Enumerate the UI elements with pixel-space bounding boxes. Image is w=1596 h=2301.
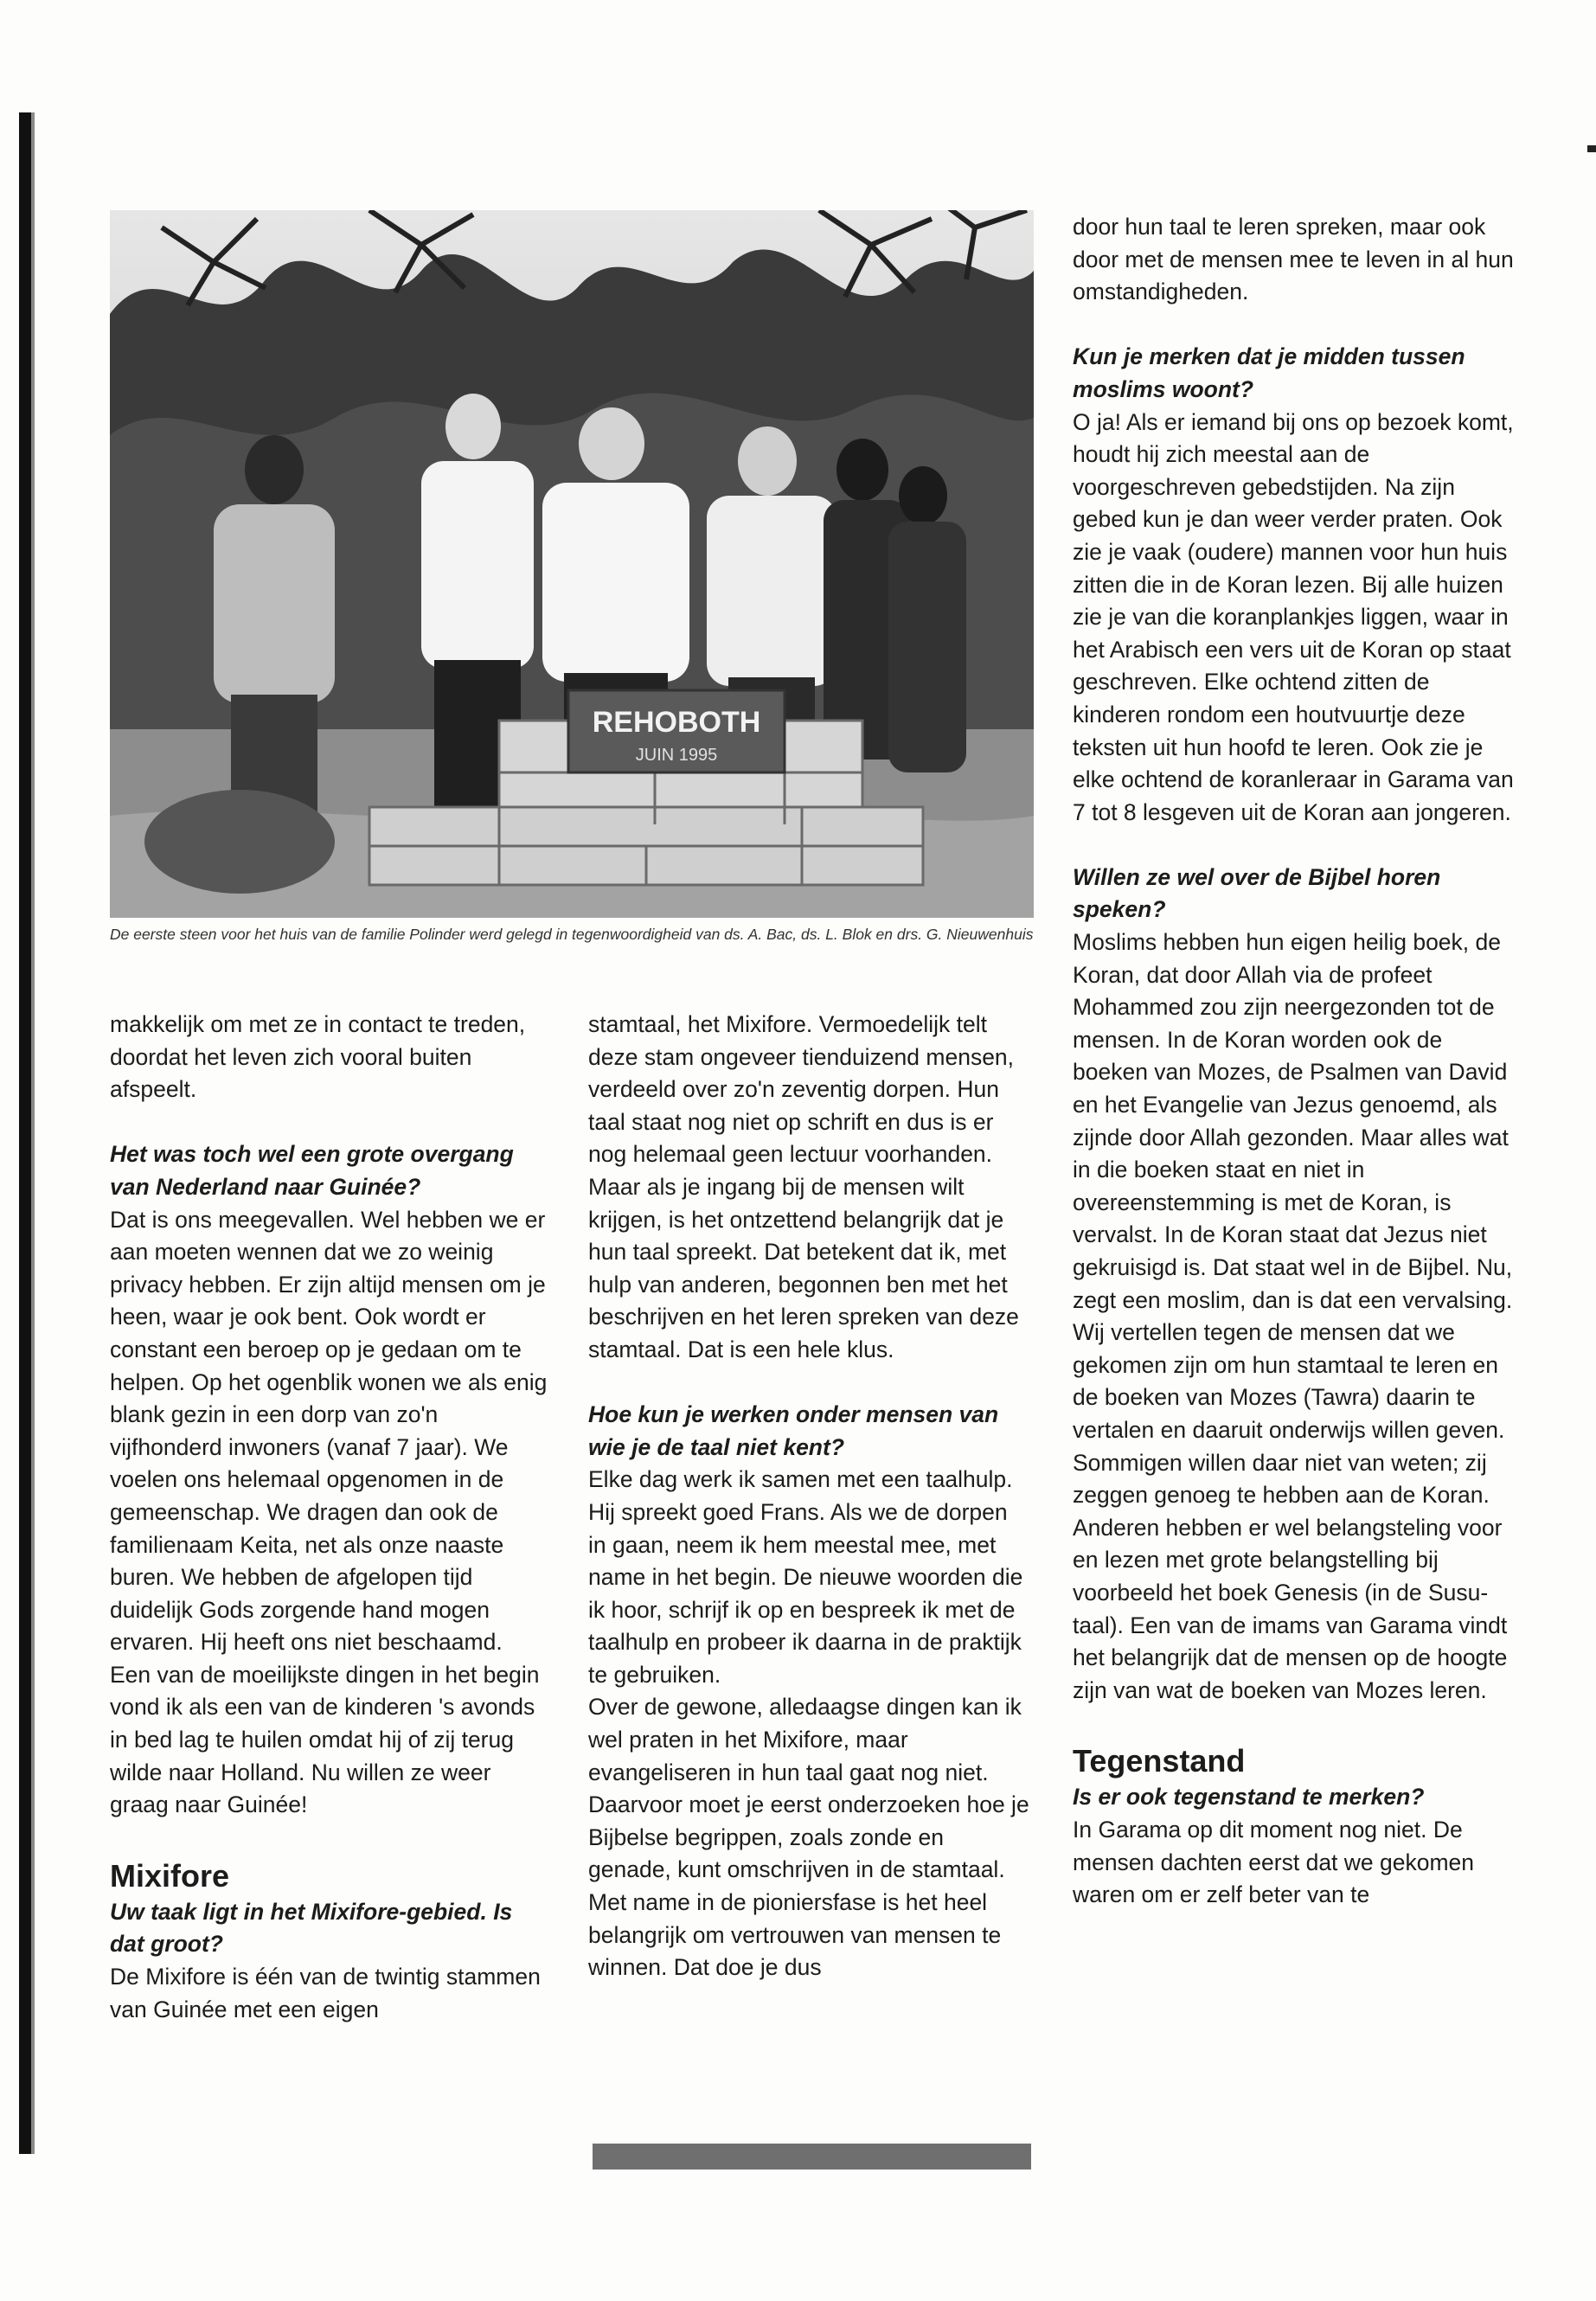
paragraph: Moslims hebben hun eigen heilig boek, de Koran, dat door Allah via de profeet Mohammed zou zijn neergezonden tot de mensen. In de Koran worden ook de boeken van Mozes, de Psalmen van David en het Evangelie van Jezus genoemd, als zijnde door Allah gezonden. Maar alles wat in die boeken staat en niet in overeenstemming is met de Koran, is vervalst. In de Koran staat dat Jezus niet gekruisigd is. Dat staat wel in de Bijbel. Nu, zegt een moslim, dan is dat een vervalsing. — [1073, 929, 1513, 1313]
page-spine-shadow — [31, 112, 35, 2154]
paragraph: stamtaal, het Mixifore. Vermoedelijk telt deze stam ongeveer tienduizend mensen, verdeeld over zo'n zeventig dorpen. Hun taal staat nog niet op schrift en dus is er nog helemaal geen lectuur voorhanden. Maar als je ingang bij de mensen wilt krijgen, is het ontzettend belangrijk dat je hun taal spreekt. Dat betekent dat ik, met hulp van anderen, begonnen ben met het beschrijven en het leren spreken van deze stamtaal. Dat is een hele klus. — [588, 1011, 1019, 1362]
section-heading: Tegenstand — [1073, 1743, 1246, 1779]
interview-question: Uw taak ligt in het Mixifore-gebied. Is dat groot? — [110, 1898, 513, 1958]
paragraph: O ja! Als er iemand bij ons op bezoek komt, houdt hij zich meestal aan de voorgeschreven gebedstijden. Na zijn gebed kun je dan weer verder praten. Ook zie je vaak (oudere) mannen voor hun huis zitten die in de Koran lezen. Bij alle huizen zie je van die koranplankjes liggen, waar in het Arabisch een vers uit de Koran op staat geschreven. Elke ochtend zitten de kinderen rondom een houtvuurtje deze teksten uit hun hoofd te leren. Ook zie je elke ochtend de koranleraar in Garama van 7 tot 8 lesgeven uit de Koran aan jongeren. — [1073, 408, 1514, 825]
page-spine-edge — [19, 112, 31, 2154]
interview-question: Is er ook tegenstand te merken? — [1073, 1784, 1425, 1811]
paragraph: Over de gewone, alledaagse dingen kan ik wel praten in het Mixifore, maar evangeliseren in hun taal gaat nog niet. Daarvoor moet je eerst onderzoeken hoe je Bijbelse begrippen, zoals zonde en genade, kunt omschrijven in de stamtaal. — [588, 1694, 1029, 1883]
article-column-right — [1073, 211, 1516, 1912]
section-heading: Mixifore — [110, 1857, 230, 1894]
paragraph: Dat is ons meegevallen. Wel hebben we er aan moeten wennen dat we zo weinig privacy hebben. Er zijn altijd mensen om je heen, waar je ook bent. Ook wordt er constant een beroep op je gedaan om te helpen. Op het ogenblik wonen we als enig blank gezin in een dorp van zo'n vijfhonderd inwoners (vanaf 7 jaar). We voelen ons helemaal opgenomen in de gemeenschap. We dragen dan ook de familienaam Keita, net als onze naaste buren. We hebben de afgelopen tijd duidelijk Gods zorgende hand mogen ervaren. Hij heeft ons niet beschaamd. — [110, 1206, 548, 1656]
interview-question: Willen ze wel over de Bijbel horen speken? — [1073, 863, 1441, 923]
paragraph: Wij vertellen tegen de mensen dat we gekomen zijn om hun stamtaal te leren en de boeken van Mozes (Tawra) daarin te vertalen en daaruit onderwijs willen geven. Sommigen willen daar niet van weten; zij zeggen genoeg te hebben aan de Koran. Anderen hebben er wel belangsteling voor en lezen met grote belangstelling bij voorbeeld het boek Genesis (in de Susu-taal). Een van de imams van Garama vindt het belangrijk dat de mensen op de hoogte zijn van wat de boeken van Mozes leren. — [1073, 1319, 1508, 1703]
paragraph: Elke dag werk ik samen met een taalhulp. Hij spreekt goed Frans. Als we de dorpen in gaan, neem ik hem meestal mee, met name in het begin. De nieuwe woorden die ik hoor, schrijf ik op en bespreek ik met de taalhulp en probeer ik daarna in de praktijk te gebruiken. — [588, 1466, 1023, 1688]
interview-question: Het was toch wel een grote overgang van Nederland naar Guinée? — [110, 1141, 514, 1200]
paragraph: Met name in de pioniersfase is het heel belangrijk om vertrouwen van mensen te winnen. Dat doe je dus — [588, 1889, 1002, 1981]
paragraph: De Mixifore is één van de twintig stammen van Guinée met een eigen — [110, 1964, 541, 2022]
paragraph: door hun taal te leren spreken, maar ook door met de mensen mee te leven in al hun omstandigheden. — [1073, 214, 1514, 305]
photo-illustration — [110, 210, 1034, 918]
interview-question: Hoe kun je werken onder mensen van wie je de taal niet kent? — [588, 1401, 999, 1460]
bottom-decorative-bar — [593, 2144, 1031, 2170]
paragraph: Een van de moeilijkste dingen in het begin vond ik als een van de kinderen 's avonds in bed lag te huilen omdat hij of zij terug wilde naar Holland. Nu willen ze weer graag naar Guinée! — [110, 1661, 540, 1818]
paragraph: makkelijk om met ze in contact te treden, doordat het leven zich vooral buiten afspeelt. — [110, 1011, 526, 1103]
article-column-middle — [588, 1009, 1031, 1984]
article-photo — [110, 210, 1034, 918]
photo-caption: De eerste steen voor het huis van de familie Polinder werd gelegd in tegenwoordigheid van ds. A. Bac, ds. L. Blok en drs. G. Nieuwenhuis — [110, 926, 1034, 943]
paragraph: In Garama op dit moment nog niet. De mensen dachten eerst dat we gekomen waren om er zelf beter van te — [1073, 1816, 1475, 1908]
interview-question: Kun je merken dat je midden tussen moslims woont? — [1073, 343, 1465, 402]
plaque-title: REHOBOTH — [592, 706, 761, 739]
plaque-date: JUIN 1995 — [635, 746, 718, 765]
page-edge-mark — [1587, 145, 1596, 152]
article-column-left — [110, 1009, 553, 2026]
